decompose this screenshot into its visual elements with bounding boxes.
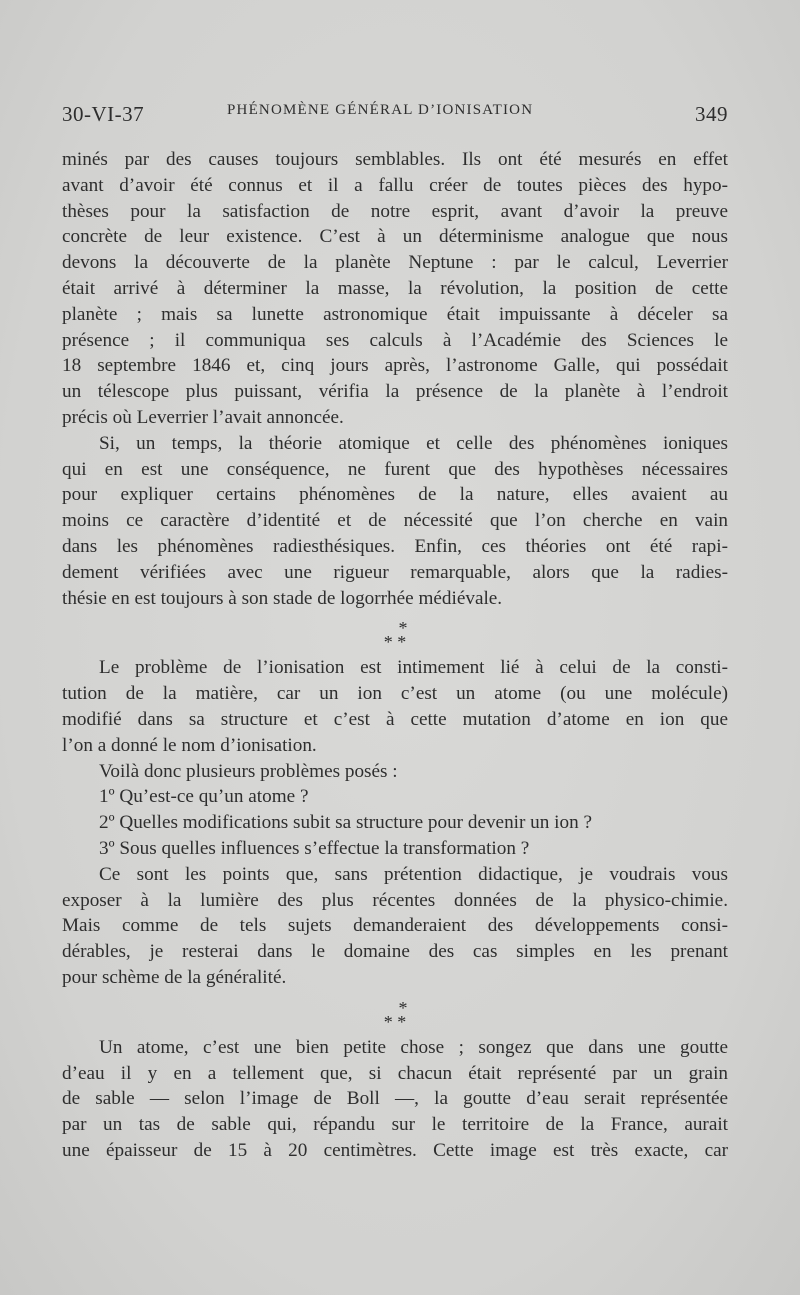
- text-line: dement vérifiées avec une rigueur remarquable, alors que la radies-: [62, 561, 728, 583]
- text-line: moins ce caractère d’identité et de nécessité que l’on cherche en vain: [62, 510, 728, 532]
- text-line: d’eau il y en a tellement que, si chacun était représenté par un grain: [62, 1062, 728, 1084]
- question-item: 3º Sous quelles influences s’effectue la transformation ?: [99, 837, 530, 859]
- paragraph-6: [62, 1035, 728, 1164]
- text-line: planète ; mais sa lunette astronomique était impuissante à déceler sa: [62, 303, 728, 325]
- text-line: concrète de leur existence. C’est à un déterminisme analogue que nous: [62, 226, 728, 248]
- body-text: [62, 147, 728, 1164]
- text-line: 18 septembre 1846 et, cinq jours après, l’astronome Galle, qui possédait: [62, 355, 728, 377]
- separator-top-star: *: [398, 997, 408, 1018]
- text-line: un télescope plus puissant, vérifia la présence de la planète à l’endroit: [62, 381, 728, 403]
- text-line: Ce sont les points que, sans prétention didactique, je voudrais vous: [99, 863, 728, 885]
- text-line: de sable — selon l’image de Boll —, la goutte d’eau serait représentée: [62, 1088, 728, 1110]
- header-title: PHÉNOMÈNE GÉNÉRAL D’IONISATION: [227, 102, 534, 118]
- text-line: Le problème de l’ionisation est intimement lié à celui de la consti-: [99, 657, 728, 679]
- separator-top-star: *: [398, 618, 408, 639]
- text-line: pour schème de la généralité.: [62, 966, 287, 988]
- text-line: Si, un temps, la théorie atomique et celle des phénomènes ioniques: [99, 432, 728, 454]
- separator-bottom-stars: * *: [383, 632, 407, 653]
- text-line: dans les phénomènes radiesthésiques. Enfin, ces théories ont été rapi-: [62, 535, 728, 557]
- text-line: qui en est une conséquence, ne furent que des hypothèses nécessaires: [62, 458, 728, 480]
- paragraph-5: [62, 862, 728, 991]
- text-line: présence ; il communiqua ses calculs à l’Académie des Sciences le: [62, 329, 728, 351]
- section-separator: [62, 611, 728, 655]
- text-line: thésie en est toujours à son stade de logorrhée médiévale.: [62, 587, 503, 609]
- text-line: par un tas de sable qui, répandu sur le territoire de la France, aurait: [62, 1114, 728, 1136]
- running-header: [62, 98, 728, 128]
- paragraph-2: [62, 431, 728, 612]
- text-line: exposer à la lumière des plus récentes données de la physico-chimie.: [62, 889, 728, 911]
- text-line: précis où Leverrier l’avait annoncée.: [62, 406, 344, 428]
- text-line: pour expliquer certains phénomènes de la nature, elles avaient au: [62, 484, 728, 506]
- text-line: tution de la matière, car un ion c’est un atome (ou une molécule): [62, 683, 728, 705]
- text-line: une épaisseur de 15 à 20 centimètres. Cette image est très exacte, car: [62, 1139, 728, 1161]
- header-date: 30-VI-37: [62, 102, 145, 126]
- separator-bottom-stars: * *: [383, 1011, 407, 1032]
- text-line: modifié dans sa structure et c’est à cette mutation d’atome en ion que: [62, 708, 728, 730]
- text-line: Mais comme de tels sujets demanderaient des développements consi-: [62, 915, 728, 937]
- text-line: avant d’avoir été connus et il a fallu créer de toutes pièces des hypo-: [62, 174, 728, 196]
- page-number: 349: [695, 102, 728, 126]
- text-line: thèses pour la satisfaction de notre esprit, avant d’avoir la preuve: [62, 200, 728, 222]
- paragraph-4: [62, 759, 728, 785]
- text-line: devons la découverte de la planète Neptune : par le calcul, Leverrier: [62, 252, 728, 274]
- text-line: Un atome, c’est une bien petite chose ; songez que dans une goutte: [99, 1036, 728, 1058]
- section-separator: [62, 991, 728, 1035]
- question-item: 1º Qu’est-ce qu’un atome ?: [99, 786, 309, 808]
- paragraph-1: [62, 147, 728, 431]
- text-line: était arrivé à déterminer la masse, la révolution, la position de cette: [62, 277, 728, 299]
- text-line: minés par des causes toujours semblables. Ils ont été mesurés en effet: [62, 149, 728, 170]
- text-line: dérables, je resterai dans le domaine des cas simples en les prenant: [62, 941, 728, 963]
- text-line: Voilà donc plusieurs problèmes posés :: [99, 760, 398, 782]
- text-line: l’on a donné le nom d’ionisation.: [62, 734, 317, 756]
- question-item: 2º Quelles modifications subit sa structure pour devenir un ion ?: [99, 812, 592, 834]
- paragraph-3: [62, 655, 728, 758]
- question-list: [62, 784, 728, 861]
